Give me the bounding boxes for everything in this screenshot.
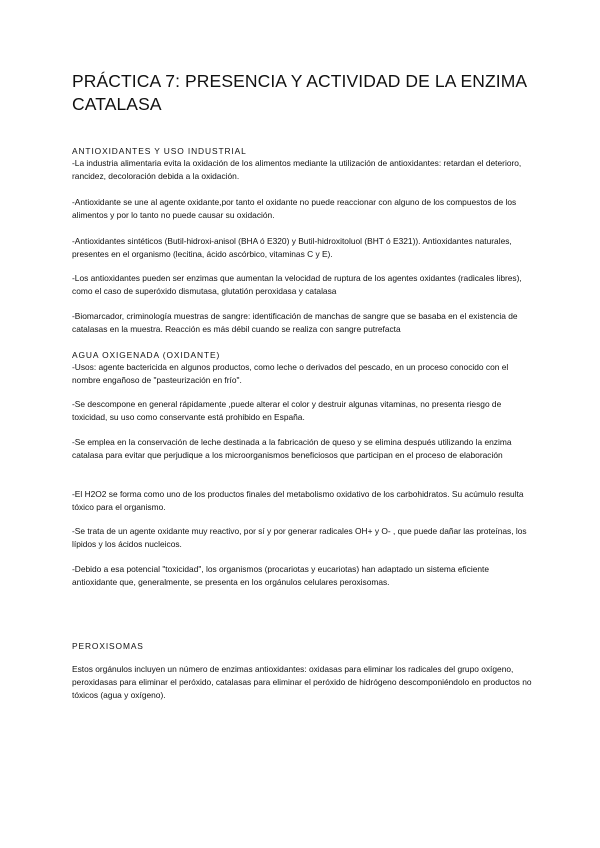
paragraph: -Se descompone en general rápidamente ,puede alterar el color y destruir algunas vitaminas, no presenta riesgo de toxicidad, su uso como conservante está prohibido en España.: [72, 399, 502, 423]
paragraph: -Usos: agente bactericida en algunos productos, como leche o derivados del pescado, en un proceso conocido con el nombre engañoso de "pasteurización en frío".: [72, 362, 509, 386]
paragraph: -Antioxidantes sintéticos (Butil-hidroxi-anisol (BHA ó E320) y Butil-hidroxitoluol (BHT ó E321)). Antioxidantes naturales, presentes en el organismo (lecitina, ácido ascórbico, vitaminas C y E).: [72, 236, 512, 260]
paragraph: -Biomarcador, criminología muestras de sangre: identificación de manchas de sangre que se basaba en el existencia de catalasas en la muestra. Reacción es más débil cuando se realiza con sangre putrefacta: [72, 311, 518, 335]
paragraph: Estos orgánulos incluyen un número de enzimas antioxidantes: oxidasas para eliminar los radicales del grupo oxígeno, peroxidasas para eliminar el peróxido, catalasas para eliminar el peróxido de hidrógeno descomponiéndolo en productos no tóxicos (agua y oxígeno).: [72, 664, 532, 701]
paragraph: -Antioxidante se une al agente oxidante,por tanto el oxidante no puede reaccionar con alguno de los compuestos de los alimentos y por lo tanto no puede causar su oxidación.: [72, 197, 517, 221]
section-heading-antioxidantes: ANTIOXIDANTES Y USO INDUSTRIAL: [72, 146, 247, 156]
page-title: PRÁCTICA 7: PRESENCIA Y ACTIVIDAD DE LA ENZIMA CATALASA: [72, 71, 527, 114]
paragraph: -Debido a esa potencial "toxicidad", los organismos (procariotas y eucariotas) han adaptado un sistema eficiente antioxidante que, generalmente, se presenta en los orgánulos celulares peroxisomas.: [72, 564, 490, 588]
section-heading-peroxisomas: PEROXISOMAS: [72, 641, 144, 651]
paragraph: -El H2O2 se forma como uno de los productos finales del metabolismo oxidativo de los carbohidratos. Su acúmulo resulta tóxico para el organismo.: [72, 489, 524, 513]
paragraph: -Los antioxidantes pueden ser enzimas que aumentan la velocidad de ruptura de los agentes oxidantes (radicales libres), como el caso de superóxido dismutasa, glutatión peroxidasa y catalasa: [72, 273, 522, 297]
section-heading-agua-oxigenada: AGUA OXIGENADA (OXIDANTE): [72, 350, 221, 360]
paragraph: -La industria alimentaria evita la oxidación de los alimentos mediante la utilización de antioxidantes: retardan el deterioro, rancidez, decoloración debida a la oxidación.: [72, 158, 522, 182]
paragraph: -Se trata de un agente oxidante muy reactivo, por sí y por generar radicales OH+ y O- , que puede dañar las proteínas, los lípidos y los ácidos nucleicos.: [72, 526, 527, 550]
paragraph: -Se emplea en la conservación de leche destinada a la fabricación de queso y se elimina después utilizando la enzima catalasa para evitar que perjudique a los microorganismos beneficiosos que participan en el proceso de elaboración: [72, 437, 512, 461]
